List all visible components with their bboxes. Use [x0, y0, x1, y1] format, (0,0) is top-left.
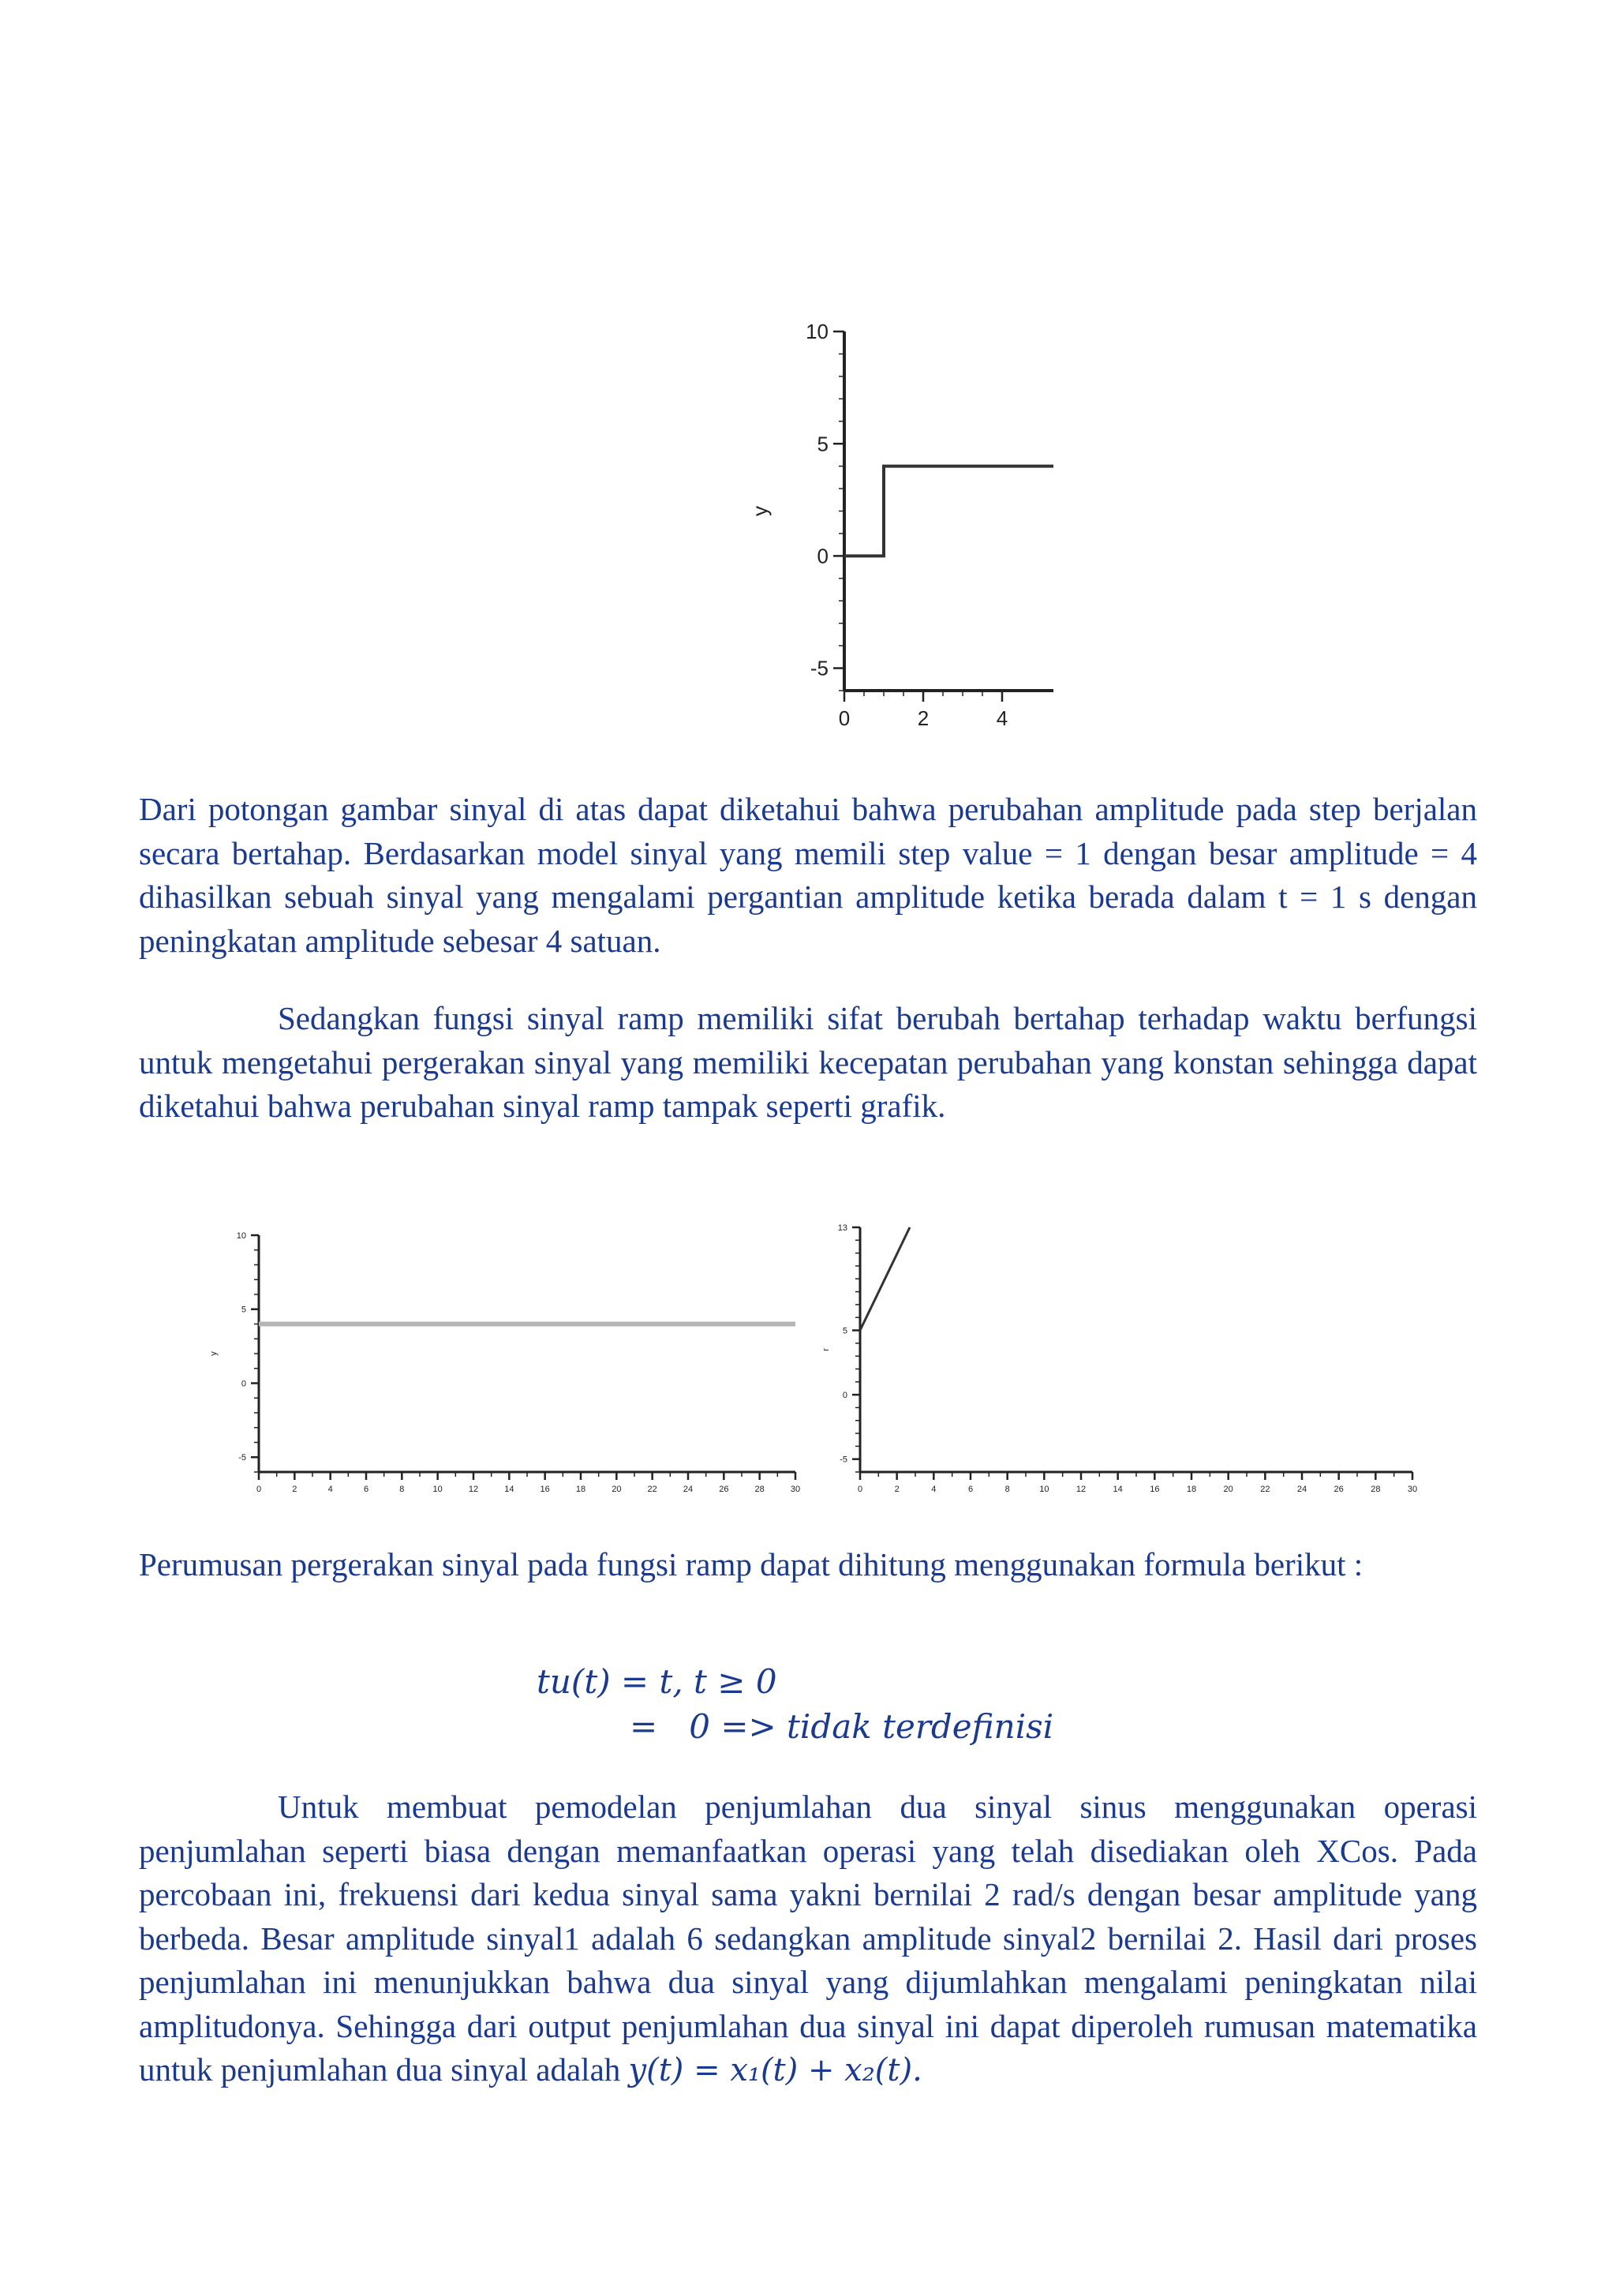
- y-tick-label: 0: [842, 1390, 847, 1400]
- y-tick-label: 10: [236, 1230, 246, 1241]
- y-axis-label: y: [209, 1351, 219, 1356]
- x-tick-label: 28: [1371, 1485, 1381, 1494]
- y-axis-label: r: [821, 1348, 831, 1351]
- y-axis-label: y: [748, 506, 772, 516]
- x-tick-label: 0: [857, 1485, 863, 1494]
- step-chart-svg: [742, 158, 1057, 750]
- sum-formula: y(t) = x₁(t) + x₂(t).: [628, 2052, 922, 2088]
- x-tick-label: 26: [1334, 1485, 1344, 1494]
- x-tick-label: 10: [432, 1485, 443, 1494]
- x-tick-label: 16: [540, 1485, 550, 1494]
- x-tick-label: 4: [996, 706, 1008, 730]
- x-tick-label: 20: [612, 1485, 622, 1494]
- x-tick-label: 0: [256, 1485, 262, 1494]
- x-tick-label: 30: [1407, 1485, 1418, 1494]
- y-tick-label: -5: [810, 656, 829, 680]
- x-tick-label: 6: [967, 1485, 974, 1494]
- x-tick-label: 20: [1223, 1485, 1233, 1494]
- y-tick-label: -5: [840, 1455, 847, 1465]
- x-tick-label: 6: [363, 1485, 369, 1494]
- paragraph-ramp-formula-intro: Perumusan pergerakan sinyal pada fungsi ramp dapat dihitung menggunakan formula berikut :: [139, 1546, 1364, 1582]
- x-tick-label: 10: [1039, 1485, 1049, 1494]
- x-tick-label: 22: [1260, 1485, 1270, 1494]
- y-tick-label: 0: [817, 544, 829, 568]
- x-tick-label: 12: [468, 1485, 479, 1494]
- x-tick-label: 8: [399, 1485, 405, 1494]
- x-tick-label: 28: [754, 1485, 765, 1494]
- constant-chart-svg: [204, 1212, 803, 1511]
- y-tick-label: 5: [817, 432, 829, 456]
- x-tick-label: 0: [838, 706, 851, 730]
- x-tick-label: 2: [292, 1485, 297, 1494]
- ramp-equation-line-2: = 0 => tidak terdefinisi: [630, 1707, 1054, 1746]
- x-tick-label: 22: [647, 1485, 657, 1494]
- y-tick-label: 5: [842, 1326, 847, 1336]
- y-tick-label: 0: [241, 1379, 246, 1389]
- x-tick-label: 12: [1075, 1485, 1087, 1494]
- y-tick-label: 13: [837, 1223, 847, 1233]
- x-tick-label: 14: [1113, 1485, 1123, 1494]
- paragraph-step-description: Dari potongan gambar sinyal di atas dapat diketahui bahwa perubahan amplitude pada step berjalan secara bertahap. Berdasarkan model sinyal yang memili step value = 1 dengan besar amplitude = 4 dihasilkan sebuah sinyal yang mengalami pergantian amplitude ketika berada dalam t = 1 s dengan peningkatan amplitude sebesar 4 satuan.: [139, 791, 1477, 959]
- ramp-signal-chart: [819, 1212, 1427, 1511]
- constant-signal-chart: [204, 1212, 803, 1511]
- x-tick-label: 16: [1150, 1485, 1160, 1494]
- x-tick-label: 18: [1186, 1485, 1197, 1494]
- y-tick-label: 10: [806, 320, 829, 344]
- x-tick-label: 4: [931, 1485, 937, 1494]
- x-tick-label: 30: [790, 1485, 801, 1494]
- ramp-equation-line-1: tu(t) = t, t ≥ 0: [537, 1662, 777, 1701]
- x-tick-label: 26: [719, 1485, 729, 1494]
- x-tick-label: 24: [683, 1485, 694, 1494]
- series-line: [844, 466, 1053, 556]
- x-tick-label: 14: [504, 1485, 514, 1494]
- paragraph-sum-text: Untuk membuat pemodelan penjumlahan dua sinyal sinus menggunakan operasi penjumlahan seperti biasa dengan memanfaatkan operasi yang telah disediakan oleh XCos. Pada percobaan ini, frekuensi dari kedua sinyal sama yakni bernilai 2 rad/s dengan besar amplitude yang berbeda. Besar amplitude sinyal1 adalah 6 sedangkan amplitude sinyal2 bernilai 2. Hasil dari proses penjumlahan ini menunjukkan bahwa dua sinyal yang dijumlahkan mengalami peningkatan nilai amplitudonya. Sehingga dari output penjumlahan dua sinyal ini dapat diperoleh rumusan matematika untuk penjumlahan dua sinyal adalah: [139, 1788, 1477, 2088]
- x-tick-label: 24: [1296, 1485, 1307, 1494]
- x-tick-label: 18: [575, 1485, 586, 1494]
- paragraph-sum-of-signals: [139, 1785, 1477, 2093]
- x-tick-label: 2: [894, 1485, 900, 1494]
- ramp-chart-svg: [819, 1212, 1427, 1511]
- series-line: [860, 1227, 910, 1331]
- x-tick-label: 4: [327, 1485, 333, 1494]
- y-tick-label: 5: [241, 1305, 246, 1315]
- step-signal-chart: [742, 158, 1057, 750]
- x-tick-label: 8: [1004, 1485, 1010, 1494]
- y-tick-label: -5: [238, 1453, 246, 1463]
- x-tick-label: 2: [917, 706, 930, 730]
- paragraph-ramp-description: Sedangkan fungsi sinyal ramp memiliki sifat berubah bertahap terhadap waktu berfungsi untuk mengetahui pergerakan sinyal yang memiliki kecepatan perubahan yang konstan sehingga dapat diketahui bahwa perubahan sinyal ramp tampak seperti grafik.: [139, 1000, 1477, 1124]
